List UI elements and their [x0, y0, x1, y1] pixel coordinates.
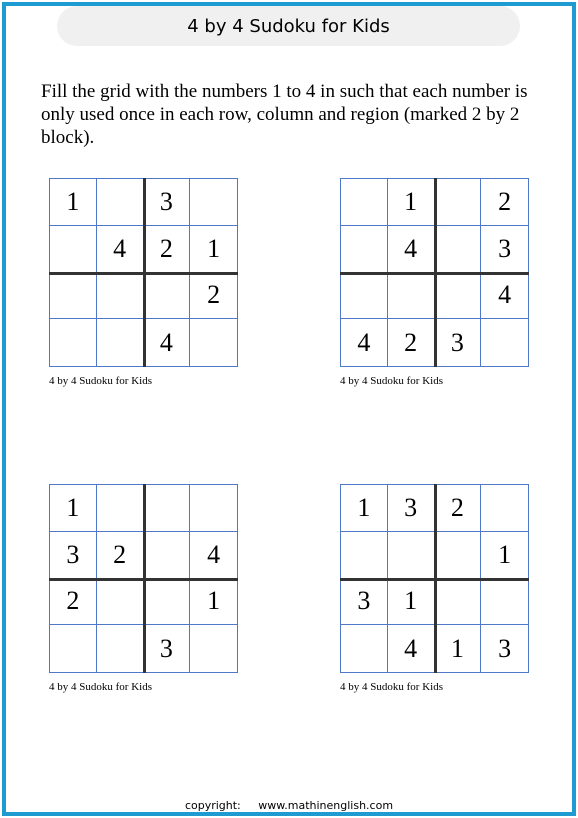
- sudoku-cell-r3c3[interactable]: [435, 273, 482, 320]
- sudoku-puzzle-3: [49, 484, 239, 693]
- page-title: [57, 6, 520, 46]
- puzzle-caption: 4 by 4 Sudoku for Kids: [49, 375, 152, 387]
- sudoku-cell-r4c2[interactable]: [97, 625, 144, 672]
- region-divider-horizontal: [49, 272, 238, 275]
- sudoku-cell-r1c3: 2: [435, 485, 482, 532]
- sudoku-cell-r1c4[interactable]: [190, 179, 237, 226]
- region-divider-horizontal: [340, 578, 529, 581]
- sudoku-cell-r3c1: 3: [341, 579, 388, 626]
- sudoku-cell-r1c2: 1: [388, 179, 435, 226]
- sudoku-cell-r2c4: 1: [481, 532, 528, 579]
- sudoku-cell-r3c4: 2: [190, 273, 237, 320]
- sudoku-puzzle-2: [340, 178, 530, 387]
- sudoku-cell-r2c1[interactable]: [341, 532, 388, 579]
- sudoku-cell-r1c4[interactable]: [481, 485, 528, 532]
- footer: [0, 799, 578, 812]
- sudoku-cell-r1c3[interactable]: [435, 179, 482, 226]
- sudoku-cell-r4c3: 3: [435, 319, 482, 366]
- sudoku-cell-r2c1: 3: [50, 532, 97, 579]
- sudoku-cell-r1c4[interactable]: [190, 485, 237, 532]
- sudoku-cell-r2c1[interactable]: [341, 226, 388, 273]
- sudoku-cell-r4c1[interactable]: [50, 319, 97, 366]
- sudoku-grid: [49, 484, 238, 673]
- sudoku-cell-r3c4: 1: [190, 579, 237, 626]
- sudoku-cell-r3c4[interactable]: [481, 579, 528, 626]
- sudoku-cell-r4c3: 4: [144, 319, 191, 366]
- sudoku-cell-r3c1[interactable]: [341, 273, 388, 320]
- sudoku-cell-r4c4[interactable]: [190, 625, 237, 672]
- sudoku-cell-r1c1[interactable]: [341, 179, 388, 226]
- sudoku-grid: [340, 178, 529, 367]
- puzzle-caption: 4 by 4 Sudoku for Kids: [49, 681, 152, 693]
- sudoku-cell-r2c3[interactable]: [144, 532, 191, 579]
- region-divider-horizontal: [340, 272, 529, 275]
- sudoku-cell-r4c3: 1: [435, 625, 482, 672]
- sudoku-cell-r3c4: 4: [481, 273, 528, 320]
- sudoku-puzzle-4: [340, 484, 530, 693]
- sudoku-cell-r1c1: 1: [50, 179, 97, 226]
- sudoku-grid: [340, 484, 529, 673]
- sudoku-cell-r2c3[interactable]: [435, 226, 482, 273]
- sudoku-cell-r2c2: 4: [388, 226, 435, 273]
- sudoku-cell-r3c3[interactable]: [144, 273, 191, 320]
- sudoku-cell-r4c4[interactable]: [190, 319, 237, 366]
- sudoku-cell-r3c1[interactable]: [50, 273, 97, 320]
- sudoku-cell-r4c2: 2: [388, 319, 435, 366]
- sudoku-cell-r2c1[interactable]: [50, 226, 97, 273]
- sudoku-cell-r2c3: 2: [144, 226, 191, 273]
- sudoku-cell-r3c2[interactable]: [388, 273, 435, 320]
- sudoku-cell-r4c3: 3: [144, 625, 191, 672]
- instructions: Fill the grid with the numbers 1 to 4 in such that each number is only used once in each row, column and region (marked 2 by 2 block).: [41, 81, 528, 148]
- sudoku-cell-r4c4[interactable]: [481, 319, 528, 366]
- sudoku-cell-r3c2[interactable]: [97, 579, 144, 626]
- sudoku-cell-r1c1: 1: [341, 485, 388, 532]
- copyright-label: copyright:: [184, 799, 241, 812]
- sudoku-cell-r1c3[interactable]: [144, 485, 191, 532]
- sudoku-cell-r2c4: 1: [190, 226, 237, 273]
- sudoku-cell-r4c1[interactable]: [341, 625, 388, 672]
- sudoku-cell-r2c4: 4: [190, 532, 237, 579]
- sudoku-cell-r1c1: 1: [50, 485, 97, 532]
- sudoku-cell-r1c3: 3: [144, 179, 191, 226]
- sudoku-cell-r2c2: 2: [97, 532, 144, 579]
- sudoku-cell-r2c2: 4: [97, 226, 144, 273]
- sudoku-cell-r3c2[interactable]: [97, 273, 144, 320]
- sudoku-cell-r2c4: 3: [481, 226, 528, 273]
- sudoku-cell-r1c2: 3: [388, 485, 435, 532]
- puzzle-caption: 4 by 4 Sudoku for Kids: [340, 375, 443, 387]
- sudoku-cell-r2c2[interactable]: [388, 532, 435, 579]
- sudoku-cell-r1c2[interactable]: [97, 179, 144, 226]
- sudoku-cell-r3c2: 1: [388, 579, 435, 626]
- page-title-text: 4 by 4 Sudoku for Kids: [187, 15, 390, 37]
- sudoku-cell-r4c1[interactable]: [50, 625, 97, 672]
- copyright-url[interactable]: www.mathinenglish.com: [258, 799, 394, 812]
- sudoku-cell-r4c2[interactable]: [97, 319, 144, 366]
- sudoku-cell-r4c1: 4: [341, 319, 388, 366]
- region-divider-horizontal: [49, 578, 238, 581]
- sudoku-cell-r3c1: 2: [50, 579, 97, 626]
- sudoku-cell-r3c3[interactable]: [144, 579, 191, 626]
- sudoku-puzzle-1: [49, 178, 239, 387]
- sudoku-cell-r1c2[interactable]: [97, 485, 144, 532]
- sudoku-cell-r2c3[interactable]: [435, 532, 482, 579]
- sudoku-cell-r1c4: 2: [481, 179, 528, 226]
- sudoku-cell-r3c3[interactable]: [435, 579, 482, 626]
- puzzle-caption: 4 by 4 Sudoku for Kids: [340, 681, 443, 693]
- sudoku-grid: [49, 178, 238, 367]
- sudoku-cell-r4c4: 3: [498, 633, 512, 663]
- sudoku-cell-r4c2: 4: [388, 625, 435, 672]
